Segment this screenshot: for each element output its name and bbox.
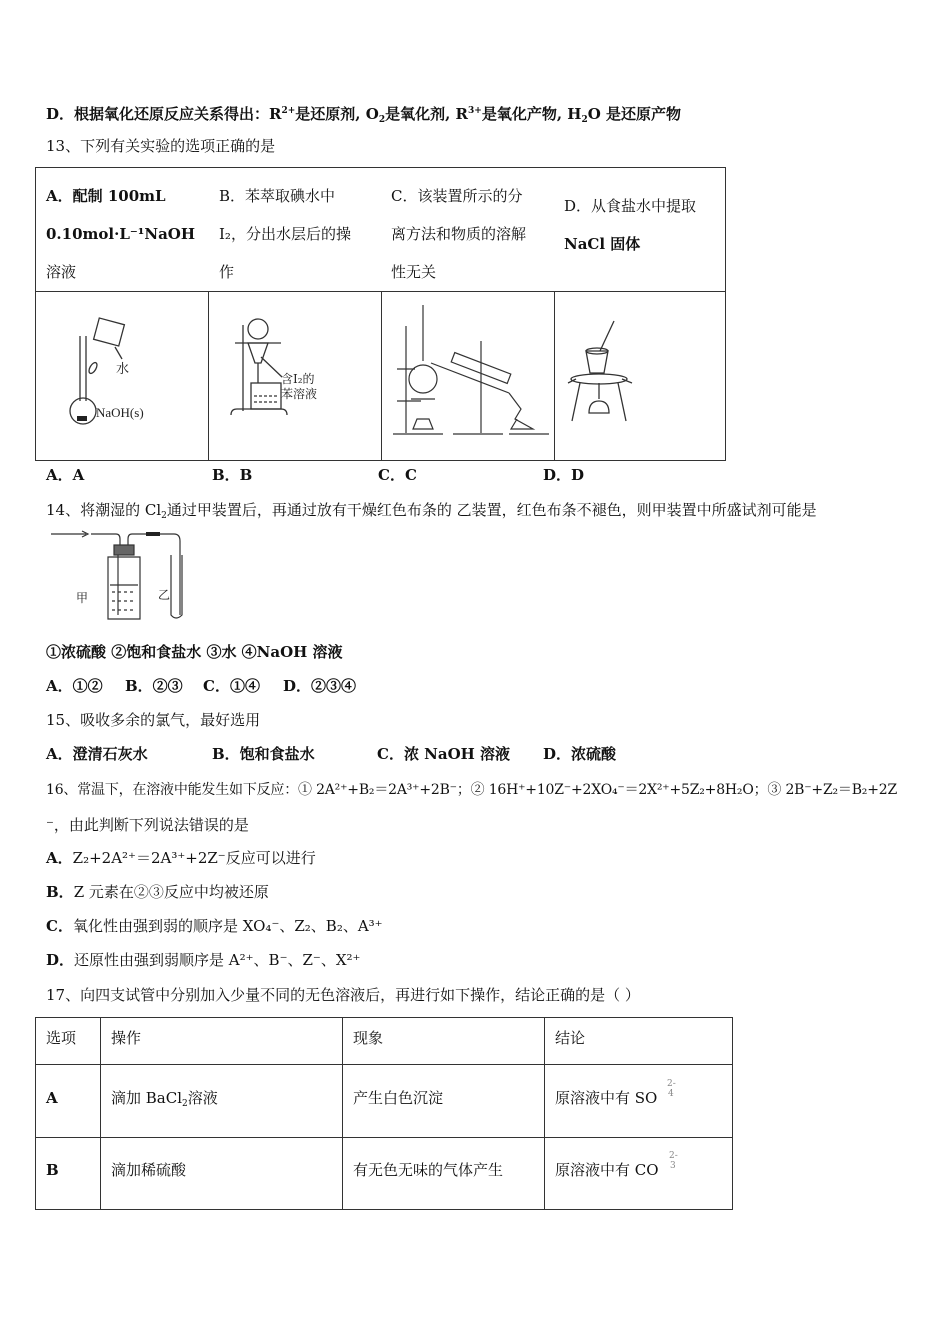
text: 通过甲装置后，再通过放有干燥红色布条的 乙装置，红色布条不褪色，则甲装置中所盛试剂可能是 <box>166 501 817 519</box>
row-a-phenomenon: 产生白色沉淀 <box>353 1089 444 1107</box>
q14-option-c: C．①④ <box>203 677 260 695</box>
cell-line: I₂，分出水层后的操 <box>219 225 351 243</box>
subscript: 2 <box>161 511 167 521</box>
q14-option-b: B．②③ <box>125 677 183 695</box>
row-b-operation: 滴加稀硫酸 <box>111 1161 187 1179</box>
q13-cell-d <box>554 168 724 272</box>
gas-washing-bottle-figure <box>46 527 196 622</box>
cell-line: 离方法和物质的溶解 <box>391 225 527 243</box>
text: 是还原剂, O <box>295 105 379 123</box>
q17-stem: 17、向四支试管中分别加入少量不同的无色溶液后，再进行如下操作，结论正确的是（ ） <box>46 986 640 1004</box>
q16-stem-line1: 16、常温下，在溶液中能发生如下反应：① 2A²⁺+B₂＝2A³⁺+2B⁻；② 16H⁺+10Z⁻+2XO₄⁻＝2X²⁺+5Z₂+8H₂O；③ 2B⁻+Z₂＝B₂+2Z <box>46 782 897 798</box>
row-a-conclusion <box>555 1079 676 1108</box>
q15-option-c: C．浓 NaOH 溶液 <box>377 745 511 763</box>
option-label: A． <box>46 849 73 867</box>
separatory-funnel-figure <box>209 291 381 460</box>
q14-reagents: ①浓硫酸 ②饱和食盐水 ③水 ④NaOH 溶液 <box>46 643 343 661</box>
option-label: C． <box>46 917 73 935</box>
option-label: D． <box>46 105 75 123</box>
header-option: 选项 <box>46 1029 77 1047</box>
q13-cell-b <box>209 168 381 300</box>
charge: 2- <box>669 1151 678 1161</box>
row-b-phenomenon: 有无色无味的气体产生 <box>353 1161 504 1179</box>
cell-line: B．苯萃取碘水中 <box>219 187 336 205</box>
q15-option-a: A．澄清石灰水 <box>46 745 148 763</box>
divider <box>36 1064 732 1065</box>
option-text: Z 元素在②③反应中均被还原 <box>73 883 269 901</box>
q13-stem: 13、下列有关实验的选项正确的是 <box>46 137 276 155</box>
figure-label: NaOH(s) <box>96 405 144 420</box>
divider <box>342 1018 343 1209</box>
text: 滴加 BaCl <box>111 1089 183 1107</box>
q14-option-d: D．②③④ <box>283 677 357 695</box>
divider <box>36 1137 732 1138</box>
subscript: 3 <box>670 1161 676 1171</box>
q14-option-a: A．①② <box>46 677 103 695</box>
option-text: 还原性由强到弱顺序是 A²⁺、B⁻、Z⁻、X²⁺ <box>74 951 361 969</box>
cell-line: 0.10mol·L⁻¹NaOH <box>46 225 196 243</box>
charge: 2- <box>667 1079 676 1089</box>
figure-label-jia: 甲 <box>76 591 89 605</box>
figure-label: 苯溶液 <box>281 387 318 401</box>
cell-line: A．配制 100mL <box>46 187 166 205</box>
q13-table-text-row <box>36 168 725 292</box>
row-b-conclusion <box>555 1151 678 1180</box>
figure-label-yi: 乙 <box>158 588 171 602</box>
text: 溶液 <box>187 1089 218 1107</box>
volumetric-flask-figure <box>36 291 209 460</box>
option-text: 氧化性由强到弱的顺序是 XO₄⁻、Z₂、B₂、A³⁺ <box>72 917 383 935</box>
q13-option-c: C．C <box>378 466 417 484</box>
header-operation: 操作 <box>111 1029 142 1047</box>
option-label: B． <box>46 883 74 901</box>
q13-table-figure-row <box>36 291 725 460</box>
q16-option-b <box>46 882 269 902</box>
q16-option-a <box>46 848 316 868</box>
cell-line: 性无关 <box>391 263 437 281</box>
header-phenomenon: 现象 <box>353 1029 384 1047</box>
header-conclusion: 结论 <box>555 1029 586 1047</box>
cell-line: 作 <box>219 263 235 281</box>
superscript: 3+ <box>468 106 482 116</box>
row-b-option: B <box>46 1161 59 1179</box>
divider <box>544 1018 545 1209</box>
row-a-operation <box>111 1088 218 1114</box>
subscript: 2 <box>378 115 386 125</box>
text: 是氧化产物, H <box>481 105 582 123</box>
subscript: 4 <box>668 1089 674 1099</box>
q13-option-b: B．B <box>212 466 253 484</box>
text: 原溶液中有 CO <box>555 1161 659 1179</box>
option-text: Z₂+2A²⁺＝2A³⁺+2Z⁻反应可以进行 <box>72 849 316 867</box>
q13-cell-c <box>381 168 554 300</box>
evaporating-dish-figure <box>554 291 724 460</box>
divider <box>100 1018 101 1209</box>
cell-line: NaCl 固体 <box>564 235 641 253</box>
q16-stem-line2: ⁻，由此判断下列说法错误的是 <box>46 816 249 834</box>
q14-stem <box>46 500 817 526</box>
cell-line: C．该装置所示的分 <box>391 187 523 205</box>
figure-label: 含I₂的 <box>281 372 315 386</box>
figure-label: 水 <box>116 362 130 377</box>
row-a-option: A <box>46 1089 58 1107</box>
q13-table <box>35 167 726 461</box>
text: 根据氧化还原反应关系得出：R <box>74 105 282 123</box>
q13-option-a: A．A <box>46 466 85 484</box>
text: 原溶液中有 SO <box>555 1089 658 1107</box>
q15-option-d: D．浓硫酸 <box>543 745 617 763</box>
q15-stem: 15、吸收多余的氯气，最好选用 <box>46 711 261 729</box>
cell-line: 溶液 <box>46 263 77 281</box>
subscript: 2 <box>182 1099 188 1109</box>
q16-option-d <box>46 950 360 970</box>
superscript: 2+ <box>281 106 296 116</box>
q16-option-c <box>46 916 383 936</box>
text: 14、将潮湿的 Cl <box>46 501 162 519</box>
q13-option-d: D．D <box>543 466 585 484</box>
option-label: D． <box>46 951 75 969</box>
q17-table <box>35 1017 733 1210</box>
text: 是氧化剂, R <box>385 105 468 123</box>
subscript: 2 <box>581 115 588 125</box>
q12-option-d <box>46 101 681 130</box>
distillation-apparatus-figure <box>381 291 554 460</box>
text: O 是还原产物 <box>587 105 681 123</box>
cell-line: D．从食盐水中提取 <box>564 197 697 215</box>
q15-option-b: B．饱和食盐水 <box>212 745 315 763</box>
q13-cell-a <box>36 168 209 300</box>
